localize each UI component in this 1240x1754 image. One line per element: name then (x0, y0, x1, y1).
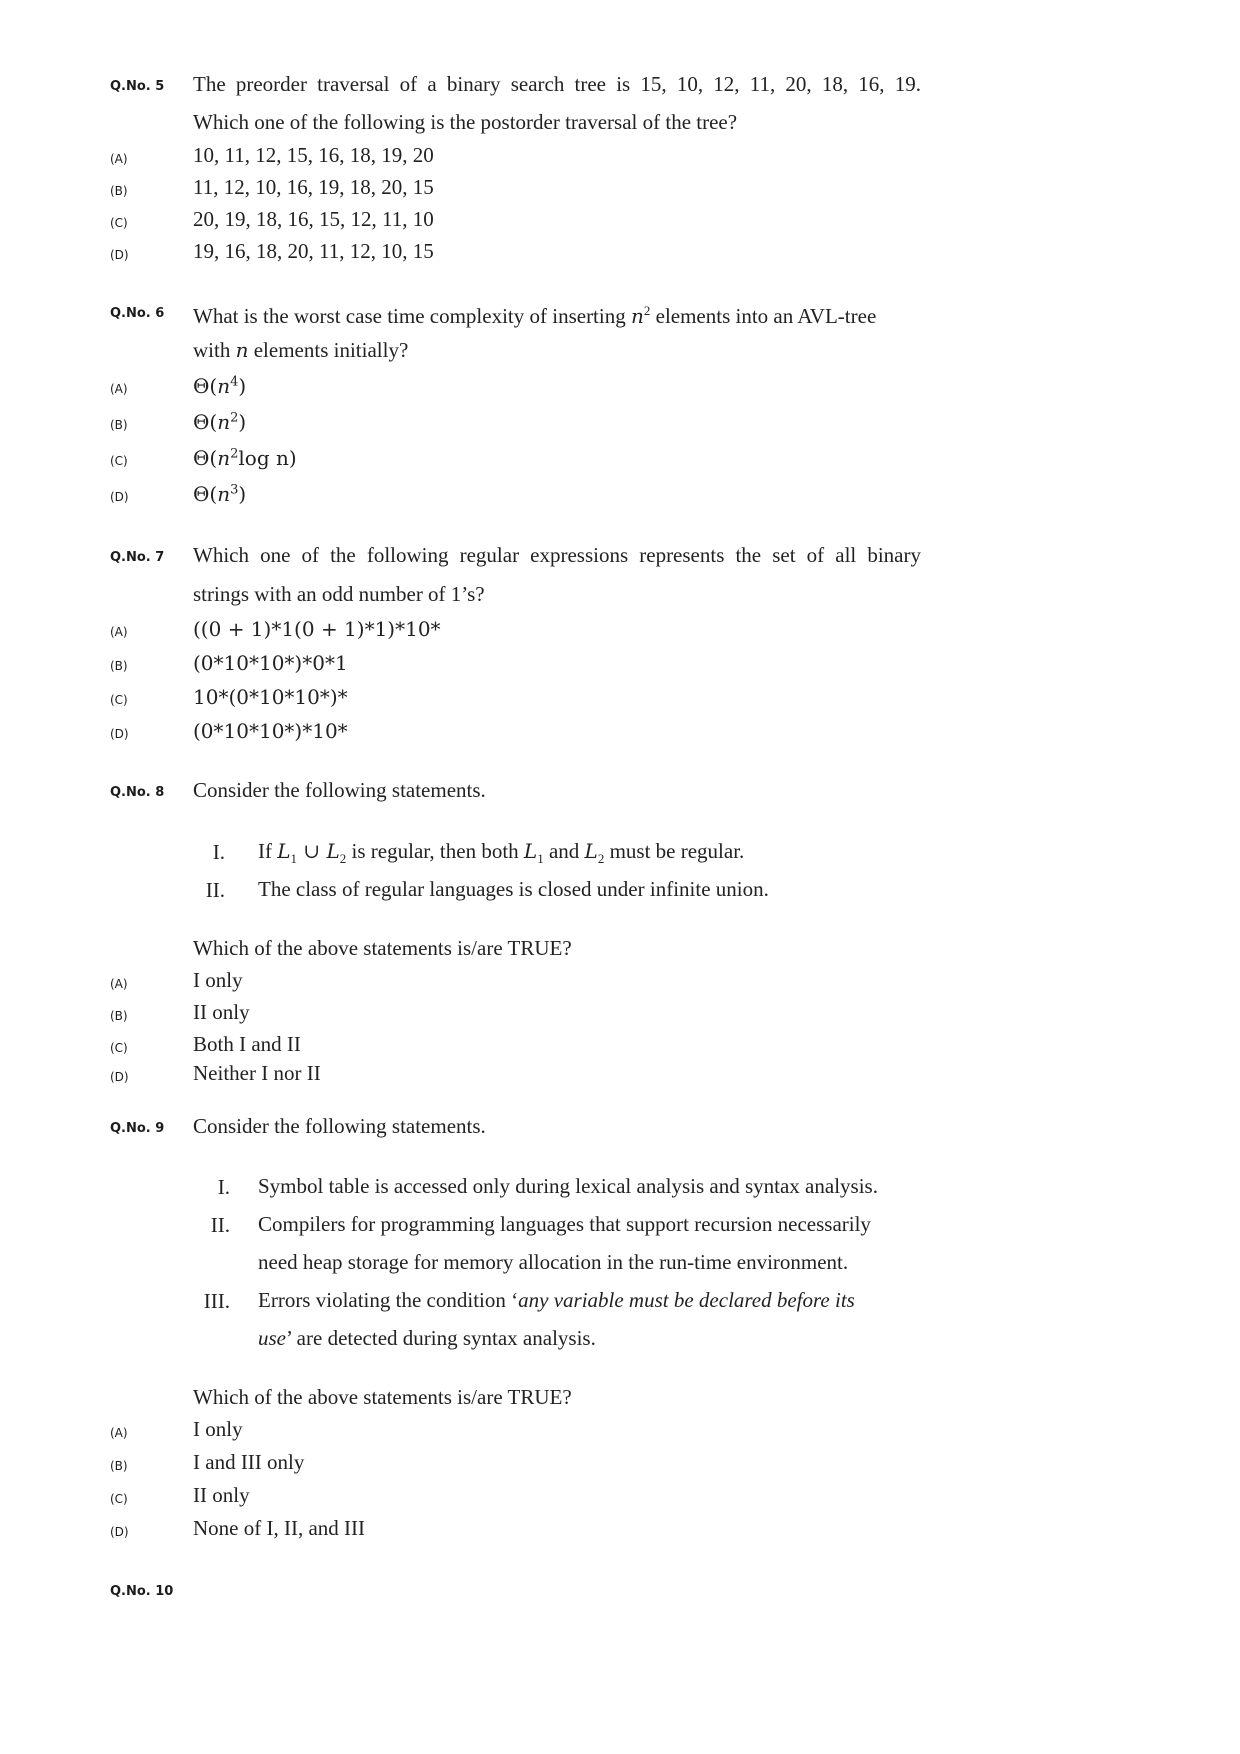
option-label: (B) (110, 1459, 128, 1473)
option-label: (A) (110, 977, 128, 991)
superscript: 2 (230, 446, 239, 462)
math-part: Θ( (193, 482, 218, 506)
question-text-line-1 (193, 292, 876, 335)
math-var: n (235, 338, 249, 362)
option-label: (B) (110, 1009, 128, 1023)
statement-numeral: III. (203, 1289, 230, 1313)
statement-numeral: I. (212, 840, 225, 864)
option-label: (D) (110, 1525, 129, 1539)
superscript: 4 (230, 374, 239, 390)
superscript: 2 (643, 303, 651, 318)
option-c-text: Both I and II (193, 1032, 301, 1056)
math-var: n (630, 304, 644, 328)
statement-numeral: II. (205, 878, 225, 902)
statement-1-text: Symbol table is accessed only during lexical analysis and syntax analysis. (258, 1174, 878, 1198)
question-number: Q.No. 9 (110, 1121, 165, 1136)
math-var: n (217, 410, 231, 434)
option-b-text: II only (193, 1000, 250, 1024)
option-label: (B) (110, 659, 128, 673)
math-part: Θ( (193, 410, 218, 434)
question-text-line-2: Which one of the following is the postorder traversal of the tree? (193, 110, 738, 134)
question-number: Q.No. 7 (110, 550, 165, 565)
statement-2-line-1: Compilers for programming languages that support recursion necessarily (258, 1212, 871, 1236)
option-d-text: Neither I nor II (193, 1061, 321, 1085)
math-var: n (217, 446, 231, 470)
option-d-text: None of I, II, and III (193, 1516, 366, 1540)
question-text: Which of the above statements is/are TRUE? (193, 1385, 572, 1409)
option-label: (A) (110, 625, 128, 639)
math-var: L (326, 839, 340, 863)
statement-2-line-2: need heap storage for memory allocation in the run-time environment. (258, 1250, 849, 1274)
question-number: Q.No. 8 (110, 785, 165, 800)
subscript: 2 (339, 851, 347, 867)
option-b-text: (0*10*10*)*0*1 (193, 651, 348, 675)
math-part: ) (238, 410, 247, 434)
option-label: (C) (110, 454, 128, 468)
statement-2-text: The class of regular languages is closed under infinite union. (258, 877, 769, 901)
math-part: Θ( (193, 446, 218, 470)
option-b-text (193, 410, 246, 434)
option-label: (D) (110, 248, 129, 262)
text-part: elements initially? (248, 338, 409, 362)
option-c-text: 20, 19, 18, 16, 15, 12, 11, 10 (193, 207, 434, 231)
question-number: Q.No. 5 (110, 79, 165, 94)
math-var: L (584, 839, 598, 863)
superscript: 3 (230, 482, 239, 498)
option-label: (A) (110, 1426, 128, 1440)
text-part: with (193, 338, 236, 362)
question-intro: Consider the following statements. (193, 1114, 486, 1138)
italic-text: any variable must be declared before its (518, 1288, 855, 1312)
option-a-text: ((0 + 1)*1(0 + 1)*1)*10* (193, 617, 441, 641)
option-label: (D) (110, 1070, 129, 1084)
option-d-text: 19, 16, 18, 20, 11, 12, 10, 15 (193, 239, 434, 263)
italic-text: use (258, 1326, 286, 1350)
option-label: (D) (110, 727, 129, 741)
option-label: (C) (110, 216, 128, 230)
question-text-line-1: The preorder traversal of a binary search tree is 15, 10, 12, 11, 20, 18, 16, 19. (193, 72, 921, 96)
option-d-text (193, 482, 246, 506)
text-part: and (543, 839, 585, 863)
option-label: (C) (110, 693, 128, 707)
subscript: 1 (290, 851, 298, 867)
option-label: (B) (110, 418, 128, 432)
text-part: If (258, 839, 278, 863)
option-d-text: (0*10*10*)*10* (193, 719, 348, 743)
question-intro: Consider the following statements. (193, 778, 486, 802)
statement-3-line-1 (258, 1281, 918, 1319)
option-c-text (193, 446, 297, 470)
question-text-line-2 (193, 331, 408, 369)
text-part: elements into an AVL-tree (650, 304, 877, 328)
option-label: (C) (110, 1041, 128, 1055)
text-part: Errors violating the condition ‘ (258, 1288, 519, 1312)
option-c-text: II only (193, 1483, 250, 1507)
superscript: 2 (230, 410, 239, 426)
math-var: L (523, 839, 538, 863)
math-var: n (217, 374, 231, 398)
option-a-text (193, 374, 246, 398)
question-number: Q.No. 10 (110, 1584, 174, 1599)
math-part: ∪ (297, 839, 327, 863)
question-text: Which of the above statements is/are TRUE? (193, 936, 572, 960)
subscript: 2 (597, 851, 605, 867)
math-part: Θ( (193, 374, 218, 398)
option-b-text: I and III only (193, 1450, 305, 1474)
statement-3-line-2 (258, 1319, 918, 1357)
statement-numeral: I. (217, 1175, 230, 1199)
option-b-text: 11, 12, 10, 16, 19, 18, 20, 15 (193, 175, 434, 199)
option-label: (B) (110, 184, 128, 198)
question-number: Q.No. 6 (110, 306, 165, 321)
option-label: (C) (110, 1492, 128, 1506)
subscript: 1 (537, 851, 544, 867)
statement-numeral: II. (210, 1213, 230, 1237)
text-part: is regular, then both (346, 839, 524, 863)
text-part: What is the worst case time complexity of inserting (193, 304, 631, 328)
math-part: log n) (238, 446, 297, 470)
text-part: ’ are detected during syntax analysis. (286, 1326, 596, 1350)
math-part: ) (238, 482, 247, 506)
question-text-line-1: Which one of the following regular expressions represents the set of all binary (193, 543, 921, 567)
math-var: n (217, 482, 231, 506)
option-a-text: 10, 11, 12, 15, 16, 18, 19, 20 (193, 143, 434, 167)
option-label: (A) (110, 382, 128, 396)
option-c-text: 10*(0*10*10*)* (193, 685, 348, 709)
option-label: (A) (110, 152, 128, 166)
option-a-text: I only (193, 968, 243, 992)
option-a-text: I only (193, 1417, 243, 1441)
math-var: L (277, 839, 291, 863)
math-part: ) (238, 374, 247, 398)
option-label: (D) (110, 490, 129, 504)
text-part: must be regular. (604, 839, 745, 863)
question-text-line-2: strings with an odd number of 1’s? (193, 582, 485, 606)
